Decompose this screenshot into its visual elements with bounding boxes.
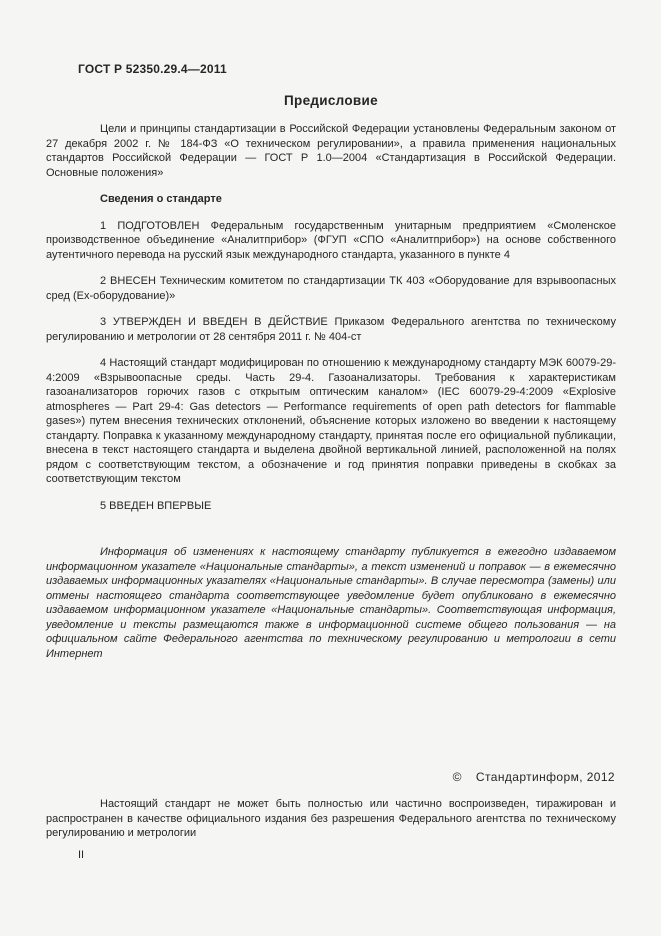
amendments-notice-paragraph: Информация об изменениях к настоящему стандарту публикуется в ежегодно издаваемом информационном указателе «Национальные стандарты», а текст изменений и поправок — в ежемесячно издаваемых информационных указателях «Национальные стандарты». В случае пересмотра (замены) или отмены настоящего стандарта соответствующее уведомление будет опубликовано в ежемесячно издаваемом информационном указателе «Национальные стандарты». Соответствующая информация, уведомление и тексты размещаются также в информационной системе общего пользования — на официальном сайте Федерального агентства по техническому регулированию и метрологии в сети Интернет (46, 546, 616, 660)
standard-item-first-introduced: 5 ВВЕДЕН ВПЕРВЫЕ (100, 499, 212, 512)
reproduction-restriction-paragraph: Настоящий стандарт не может быть полностью или частично воспроизведен, тиражирован и распространен в качестве официального издания без разрешения Федерального агентства по техническому регулированию и метрологии (46, 798, 616, 839)
page-title: Предисловие (284, 93, 378, 108)
standard-item-modified: 4 Настоящий стандарт модифицирован по отношению к международному стандарту МЭК 60079-29-4:2009 «Взрывоопасные среды. Часть 29-4. Газоанализаторы. Требования к характеристикам газоанализаторов горючих газов с открытым оптическим каналом» (IEC 60079-29-4:2009 «Explosive atmospheres — Part 29-4: Gas detectors — Performance requirements of open path detectors for flammable gases») путем внесения технических отклонений, объяснение которых изложено во введении к настоящему стандарту. Поправка к указанному международному стандарту, принятая после его официальной публикации, внесена в текст настоящего стандарта и выделена двойной вертикальной линией, расположенной на полях рядом с соответствующим текстом, а обозначение и год принятия поправки приведены в скобках за соответствующим текстом (46, 357, 616, 485)
standard-info-heading: Сведения о стандарте (100, 193, 222, 205)
copyright-icon: © (452, 770, 462, 784)
document-body (46, 122, 616, 661)
copyright-text: Стандартинформ, 2012 (475, 770, 615, 784)
intro-paragraph: Цели и принципы стандартизации в Российской Федерации установлены Федеральным законом от 27 декабря 2002 г. № 184-ФЗ «О техническом регулировании», а правила применения национальных стандартов Российской Федерации — ГОСТ Р 1.0—2004 «Стандартизация в Российской Федерации. Основные положения» (46, 123, 616, 179)
page-number: II (78, 849, 85, 861)
copyright-line (453, 770, 615, 785)
standard-item-submitted: 2 ВНЕСЕН Техническим комитетом по стандартизации ТК 403 «Оборудование для взрывоопасных сред (Ex-оборудование)» (46, 275, 616, 302)
standard-item-prepared: 1 ПОДГОТОВЛЕН Федеральным государственным унитарным предприятием «Смоленское производственное объединение «Аналитприбор» (ФГУП «СПО «Аналитприбор») на основе собственного аутентичного перевода на русский язык международного стандарта, указанного в пункте 4 (46, 219, 616, 261)
standard-item-approved: 3 УТВЕРЖДЕН И ВВЕДЕН В ДЕЙСТВИЕ Приказом Федерального агентства по техническому регулированию и метрологии от 28 сентября 2011 г. № 404-ст (46, 316, 616, 343)
doc-code-header: ГОСТ Р 52350.29.4—2011 (78, 62, 227, 76)
